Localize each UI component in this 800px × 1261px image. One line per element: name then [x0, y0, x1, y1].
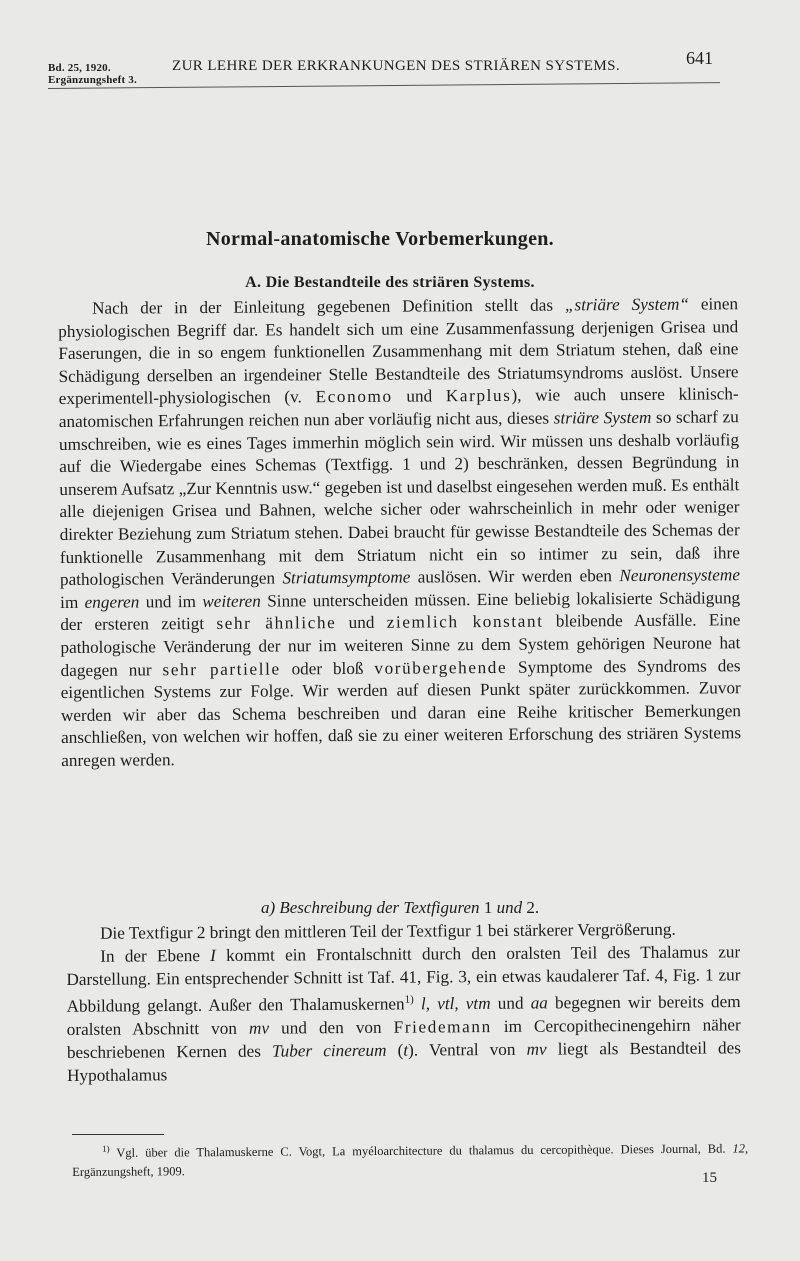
volume-info: Bd. 25, 1920.	[48, 62, 111, 74]
paragraph-1: Nach der in der Einleitung gegebenen Definition stellt das „striäre System“ einen physiologischen Begriff dar. Es handelt sich um eine Zusammenfassung derjenigen Grisea und Faserungen, die in so engem funktionellen Zusammenhang mit dem Striatum stehen, daß eine Schädigung derselben an irgendeiner Stelle Bestandteile des Striatumsyndroms auslöst. Unsere experimentell-physiologischen (v. Economo und Karplus), wie auch unsere klinisch-anatomischen Erfahrungen reichen nun aber vorläufig nicht aus, dieses striäre System so scharf zu umschreiben, wie es eines Tages immerhin möglich sein wird. Wir müssen uns deshalb vorläufig auf die Wiedergabe eines Schemas (Textfigg. 1 und 2) beschränken, dessen Begründung in unserem Aufsatz „Zur Kenntnis usw.“ gegeben ist und daselbst eingesehen werden muß. Es enthält alle diejenigen Grisea und Bahnen, welche sicher oder wahrscheinlich in mehr oder weniger direkter Beziehung zum Striatum stehen. Dabei braucht für gewisse Bestandteile des Schemas der funktionelle Zusammenhang mit dem Striatum nicht ein so intimer zu sein, daß ihre pathologischen Veränderungen Striatumsymptome auslösen. Wir werden eben Neuronensysteme im engeren und im weiteren Sinne unterscheiden müssen. Eine beliebig lokalisierte Schädigung der ersteren zeitigt sehr ähnliche und ziemlich konstant bleibende Ausfälle. Eine pathologische Veränderung der nur im weiteren Sinne zu dem System gehörigen Neurone hat dagegen nur sehr partielle oder bloß vorübergehende Symptome des Syndroms des eigentlichen Systems zur Folge. Wir werden auf diesen Punkt später zurückkommen. Zuvor werden wir aber das Schema beschreiben und daran eine Reihe kritischer Bemerkungen anschließen, von welchen wir hoffen, daß sie zu einer weiteren Erforschung des striären Systems anregen werden.	[58, 294, 742, 770]
paragraph-2: Die Textfigur 2 bringt den mittleren Teil der Textfigur 1 bei stärkerer Vergrößerung.	[100, 919, 676, 943]
footnote: $^{1)}$ Vgl. über die Thalamuskerne C. Vogt, La myéloarchitecture du thalamus du cercopithèque. Dieses Journal, Bd. 12, Ergänzungsheft, 1909.	[72, 1141, 749, 1180]
running-title: ZUR LEHRE DER ERKRANKUNGEN DES STRIÄREN SYSTEMS.	[172, 58, 620, 74]
footnote-rule	[72, 1134, 164, 1135]
supplement-info: Ergänzungsheft 3.	[48, 74, 137, 86]
signature-mark: 15	[702, 1170, 717, 1186]
page-number: 641	[686, 48, 713, 68]
running-header-volume	[48, 62, 137, 86]
subsection-heading: a) Beschreibung der Textfiguren 1 und 2.	[260, 898, 540, 917]
header-rule	[48, 82, 720, 89]
section-heading: A. Die Bestandteile des striären Systems.	[245, 274, 535, 291]
page-title: Normal-anatomische Vorbemerkungen.	[206, 228, 554, 250]
body-text	[58, 293, 741, 772]
body-text-2	[66, 917, 741, 1086]
paragraph-3: In der Ebene I kommt ein Frontalschnitt durch den oralsten Teil des Thalamus zur Darstellung. Ein entsprechender Schnitt ist Taf. 41, Fig. 3, ein etwas kaudalerer Taf. 4, Fig. 1 zur Abbildung gelangt. Außer den Thalamuskernen$^{1)}$ l, vtl, vtm und aa begegnen wir bereits dem oralsten Abschnitt von mv und den von Friedemann im Cercopithecinengehirn näher beschriebenen Kernen des Tuber cinereum (t). Ventral von mv liegt als Bestandteil des Hypothalamus	[66, 942, 741, 1085]
